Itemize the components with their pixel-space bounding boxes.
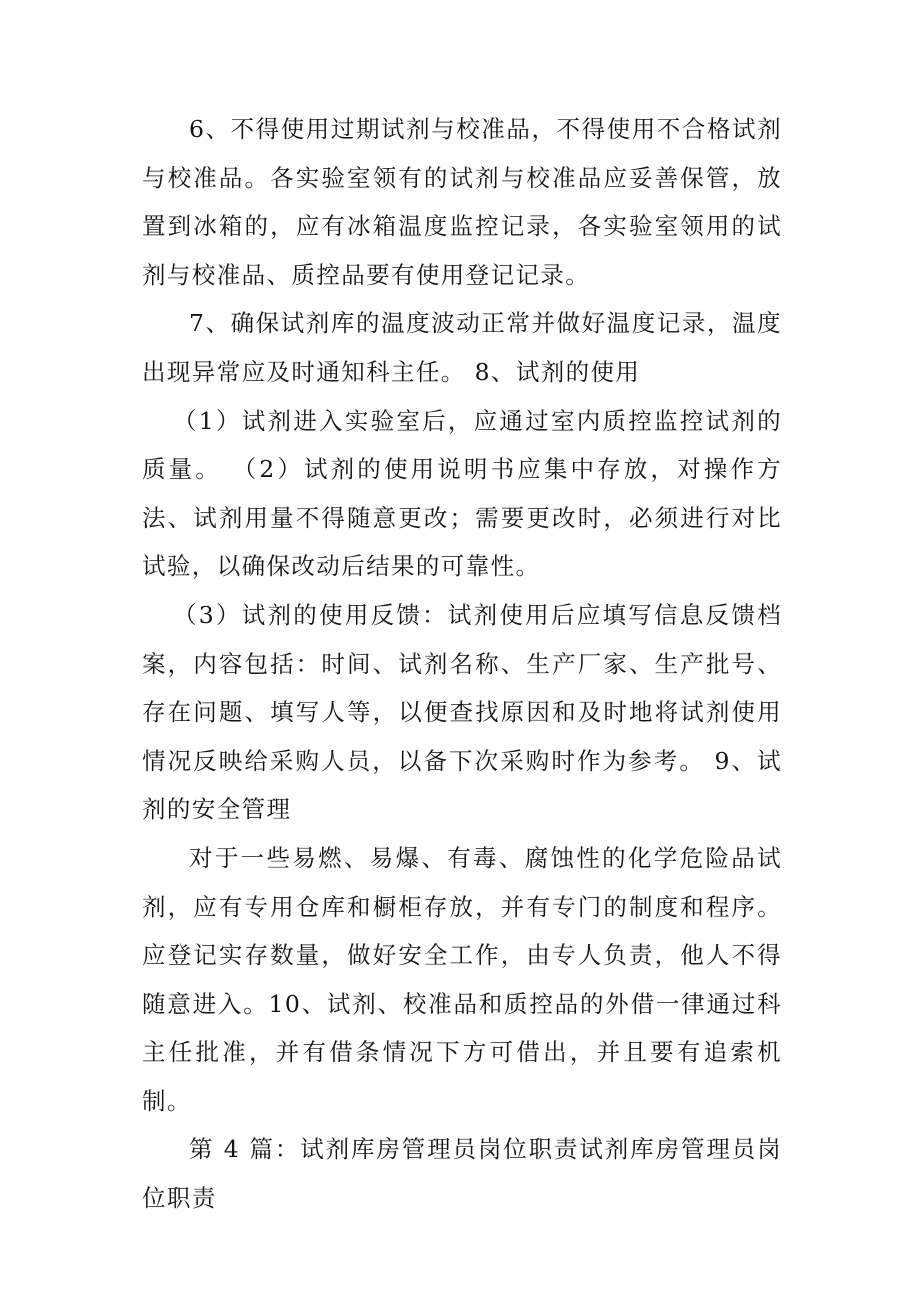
paragraph-item-6: 6、不得使用过期试剂与校准品，不得使用不合格试剂与校准品。各实验室领有的试剂与校准品应妥善保管，放置到冰箱的，应有冰箱温度监控记录，各实验室领用的试剂与校准品、质控品要有使用登记记录。	[142, 115, 782, 289]
document-page	[142, 105, 782, 1223]
paragraph-reagent-feedback: （3）试剂的使用反馈：试剂使用后应填写信息反馈档案，内容包括：时间、试剂名称、生产厂家、生产批号、存在问题、填写人等，以便查找原因和及时地将试剂使用情况反映给采购人员，以备下次采购时作为参考。 9、试剂的安全管理	[142, 600, 782, 824]
paragraph-item-7: 7、确保试剂库的温度波动正常并做好温度记录，温度出现异常应及时通知科主任。 8、试剂的使用	[142, 309, 782, 386]
paragraph-section-4-title: 第 4 篇：试剂库房管理员岗位职责试剂库房管理员岗位职责	[142, 1135, 782, 1213]
paragraph-hazardous-reagents: 对于一些易燃、易爆、有毒、腐蚀性的化学危险品试剂，应有专用仓库和橱柜存放，并有专门的制度和程序。应登记实存数量，做好安全工作，由专人负责，他人不得随意进入。10、试剂、校准品和质控品的外借一律通过科主任批准，并有借条情况下方可借出，并且要有追索机制。	[142, 843, 782, 1115]
paragraph-reagent-use: （1）试剂进入实验室后，应通过室内质控监控试剂的质量。 （2）试剂的使用说明书应集中存放，对操作方法、试剂用量不得随意更改；需要更改时，必须进行对比试验，以确保改动后结果的可靠性。	[142, 406, 782, 581]
